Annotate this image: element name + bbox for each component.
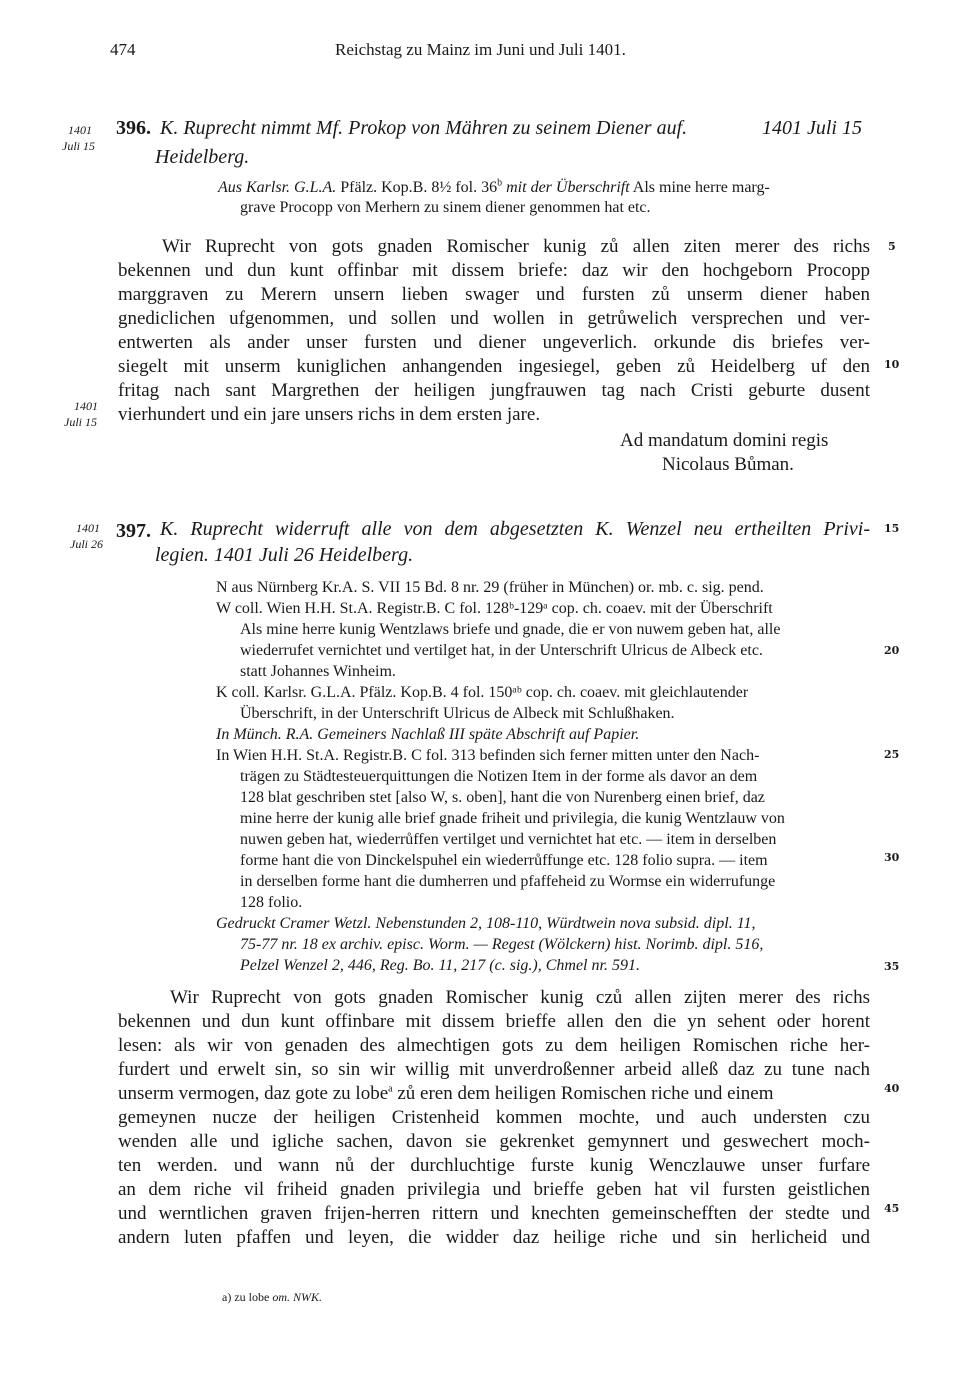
text-segment: unserm vermogen, daz gote zu lobe bbox=[118, 1083, 389, 1104]
document-heading-place: Heidelberg. bbox=[155, 146, 250, 168]
source-line: wiederrufet vernichtet und vertilget hat, in der Unterschrift Ulricus de Albeck etc. bbox=[240, 642, 763, 659]
line-number: 25 bbox=[884, 748, 900, 761]
source-line: trägen zu Städtesteuerquittungen die Notizen Item in der forme als davor an dem bbox=[240, 768, 758, 785]
line-number: 35 bbox=[884, 960, 900, 973]
source-line: 128 blat geschriben stet [also W, s. oben], hant die von Nurenberg einen brief, daz bbox=[240, 789, 765, 806]
footnote-note: om. NWK. bbox=[272, 1290, 322, 1304]
text-line: furdert und erwelt sin, so sin wir willig mit unverdroßenner arbeid alleß daz zu tune nach bbox=[118, 1059, 870, 1080]
folio-side: b bbox=[497, 177, 503, 189]
document-number: 397. bbox=[116, 520, 151, 542]
text-line: gnediclichen ufgenommen, und sollen und wollen in getrůwelich versprechen und ver- bbox=[118, 308, 870, 329]
source-note bbox=[218, 177, 770, 198]
document-heading-date: 1401 Juli 15 bbox=[762, 117, 862, 139]
text-line bbox=[118, 1082, 774, 1106]
source-line: Pelzel Wenzel 2, 446, Reg. Bo. 11, 217 (c. sig.), Chmel nr. 591. bbox=[240, 957, 640, 974]
margin-date-year: 1401 bbox=[74, 399, 98, 413]
document-heading-place: legien. 1401 Juli 26 Heidelberg. bbox=[155, 544, 414, 566]
line-number: 10 bbox=[884, 358, 900, 371]
text-line: und werntlichen graven frijen-herren rittern und knechten gemeinschefften der stedte und bbox=[118, 1203, 870, 1224]
source-line: 75-77 nr. 18 ex archiv. episc. Worm. — Regest (Wölckern) hist. Norimb. dipl. 516, bbox=[240, 936, 764, 953]
text-line: siegelt mit unserm kuniglichen anhangenden ingesiegel, geben zů Heidelberg uf den bbox=[118, 356, 870, 377]
text-line: wenden alle und igliche sachen, davon sie gekrenket gemynnert und geswechert moch- bbox=[118, 1131, 870, 1152]
margin-date-day: Juli 15 bbox=[64, 415, 97, 429]
document-heading: K. Ruprecht nimmt Mf. Prokop von Mähren zu seinem Diener auf. bbox=[160, 117, 688, 139]
source-line: Überschrift, in der Unterschrift Ulricus de Albeck mit Schlußhaken. bbox=[240, 705, 675, 722]
source-title: Als mine herre marg- bbox=[632, 179, 770, 196]
line-number: 45 bbox=[884, 1202, 900, 1215]
footnote-reference: a bbox=[388, 1083, 393, 1095]
text-line: ten werden. und wann nů der durchluchtige furste kunig Wenczlauwe unser furfare bbox=[118, 1155, 870, 1176]
text-line: an dem riche vil friheid gnaden privilegia und brieffe geben hat vil fursten geistlichen bbox=[118, 1179, 870, 1200]
text-segment: zů eren dem heiligen Romischen riche und einem bbox=[397, 1083, 774, 1104]
source-label: mit der Überschrift bbox=[506, 179, 630, 196]
text-line: bekennen und dun kunt offinbare mit dissem brieffe allen den die yn sehent oder horent bbox=[118, 1011, 870, 1032]
signature-line: Ad mandatum domini regis bbox=[620, 430, 829, 451]
footnote bbox=[222, 1289, 322, 1305]
source-line: Als mine herre kunig Wentzlaws briefe und gnade, die er von nuwem geben hat, alle bbox=[240, 621, 781, 638]
text-line: vierhundert und ein jare unsers richs in dem ersten jare. bbox=[118, 404, 541, 425]
footnote-marker: a) bbox=[222, 1290, 232, 1304]
source-line: In Münch. R.A. Gemeiners Nachlaß III späte Abschrift auf Papier. bbox=[216, 726, 640, 743]
text-line: lesen: als wir von genaden des almechtigen gots zu dem heiligen Romischen riche her- bbox=[118, 1035, 870, 1056]
line-number: 20 bbox=[884, 644, 900, 657]
source-archive: Aus Karlsr. G.L.A. bbox=[218, 179, 337, 196]
margin-date-day: Juli 26 bbox=[70, 537, 103, 551]
source-line: W coll. Wien H.H. St.A. Registr.B. C fol. 128ᵇ-129ᵃ cop. ch. coaev. mit der Überschrift bbox=[216, 600, 773, 617]
margin-date-day: Juli 15 bbox=[62, 139, 95, 153]
document-number: 396. bbox=[116, 117, 151, 139]
text-line: Wir Ruprecht von gots gnaden Romischer kunig zů allen ziten merer des richs bbox=[162, 236, 870, 257]
source-line: mine herre der kunig alle brief gnade friheit und privilegia, die kunig Wentzlauw von bbox=[240, 810, 785, 827]
text-line: fritag nach sant Margrethen der heiligen jungfrauwen tag nach Cristi geburte dusent bbox=[118, 380, 870, 401]
source-line: nuwen geben hat, wiederrůffen vertilget und vernichtet hat etc. — item in derselben bbox=[240, 831, 777, 848]
page-number: 474 bbox=[110, 40, 136, 59]
signature-name: Nicolaus Bůman. bbox=[662, 454, 794, 475]
source-line: in derselben forme hant die dumherren und pfaffeheid zu Wormse ein widerrufunge bbox=[240, 873, 776, 890]
document-heading: K. Ruprecht widerruft alle von dem abgesetzten K. Wenzel neu ertheilten Privi- bbox=[160, 518, 870, 540]
line-number: 15 bbox=[884, 522, 900, 535]
source-line: N aus Nürnberg Kr.A. S. VII 15 Bd. 8 nr. 29 (früher in München) or. mb. c. sig. pend. bbox=[216, 579, 764, 596]
text-line: gemeynen nucze der heiligen Cristenheid kommen mochte, und auch understen czu bbox=[118, 1107, 870, 1128]
source-line: In Wien H.H. St.A. Registr.B. C fol. 313 befinden sich ferner mitten unter den Nach- bbox=[216, 747, 760, 764]
text-line: bekennen und dun kunt offinbar mit dissem briefe: daz wir den hochgeborn Procopp bbox=[118, 260, 870, 281]
line-number: 40 bbox=[884, 1082, 900, 1095]
source-line: forme hant die von Dinckelspuhel ein wiederrůffunge etc. 128 folio supra. — item bbox=[240, 852, 768, 869]
margin-date-year: 1401 bbox=[68, 123, 92, 137]
source-folio: Pfälz. Kop.B. 8½ fol. 36 bbox=[340, 179, 498, 196]
running-head-title: Reichstag zu Mainz im Juni und Juli 1401. bbox=[335, 40, 626, 59]
text-line: marggraven zu Merern unsern lieben swager und fursten zů unserm diener haben bbox=[118, 284, 870, 305]
line-number: 5 bbox=[888, 240, 896, 253]
margin-date-year: 1401 bbox=[76, 521, 100, 535]
text-line: entwerten als ander unser fursten und diener ungeverlich. orkunde dis briefes ver- bbox=[118, 332, 870, 353]
source-line: Gedruckt Cramer Wetzl. Nebenstunden 2, 108-110, Würdtwein nova subsid. dipl. 11, bbox=[216, 915, 756, 932]
source-line: statt Johannes Winheim. bbox=[240, 663, 396, 680]
source-line: K coll. Karlsr. G.L.A. Pfälz. Kop.B. 4 fol. 150ᵃᵇ cop. ch. coaev. mit gleichlautender bbox=[216, 684, 749, 701]
source-note-continued: grave Procopp von Merhern zu sinem diener genommen hat etc. bbox=[240, 199, 651, 216]
line-number: 30 bbox=[884, 851, 900, 864]
text-line: Wir Ruprecht von gots gnaden Romischer kunig czů allen zijten merer des richs bbox=[170, 987, 870, 1008]
footnote-lemma: zu lobe bbox=[234, 1290, 270, 1304]
source-line: 128 folio. bbox=[240, 894, 303, 911]
text-line: andern luten pfaffen und leyen, die widder daz heilige riche und sin herlicheid und bbox=[118, 1227, 870, 1248]
